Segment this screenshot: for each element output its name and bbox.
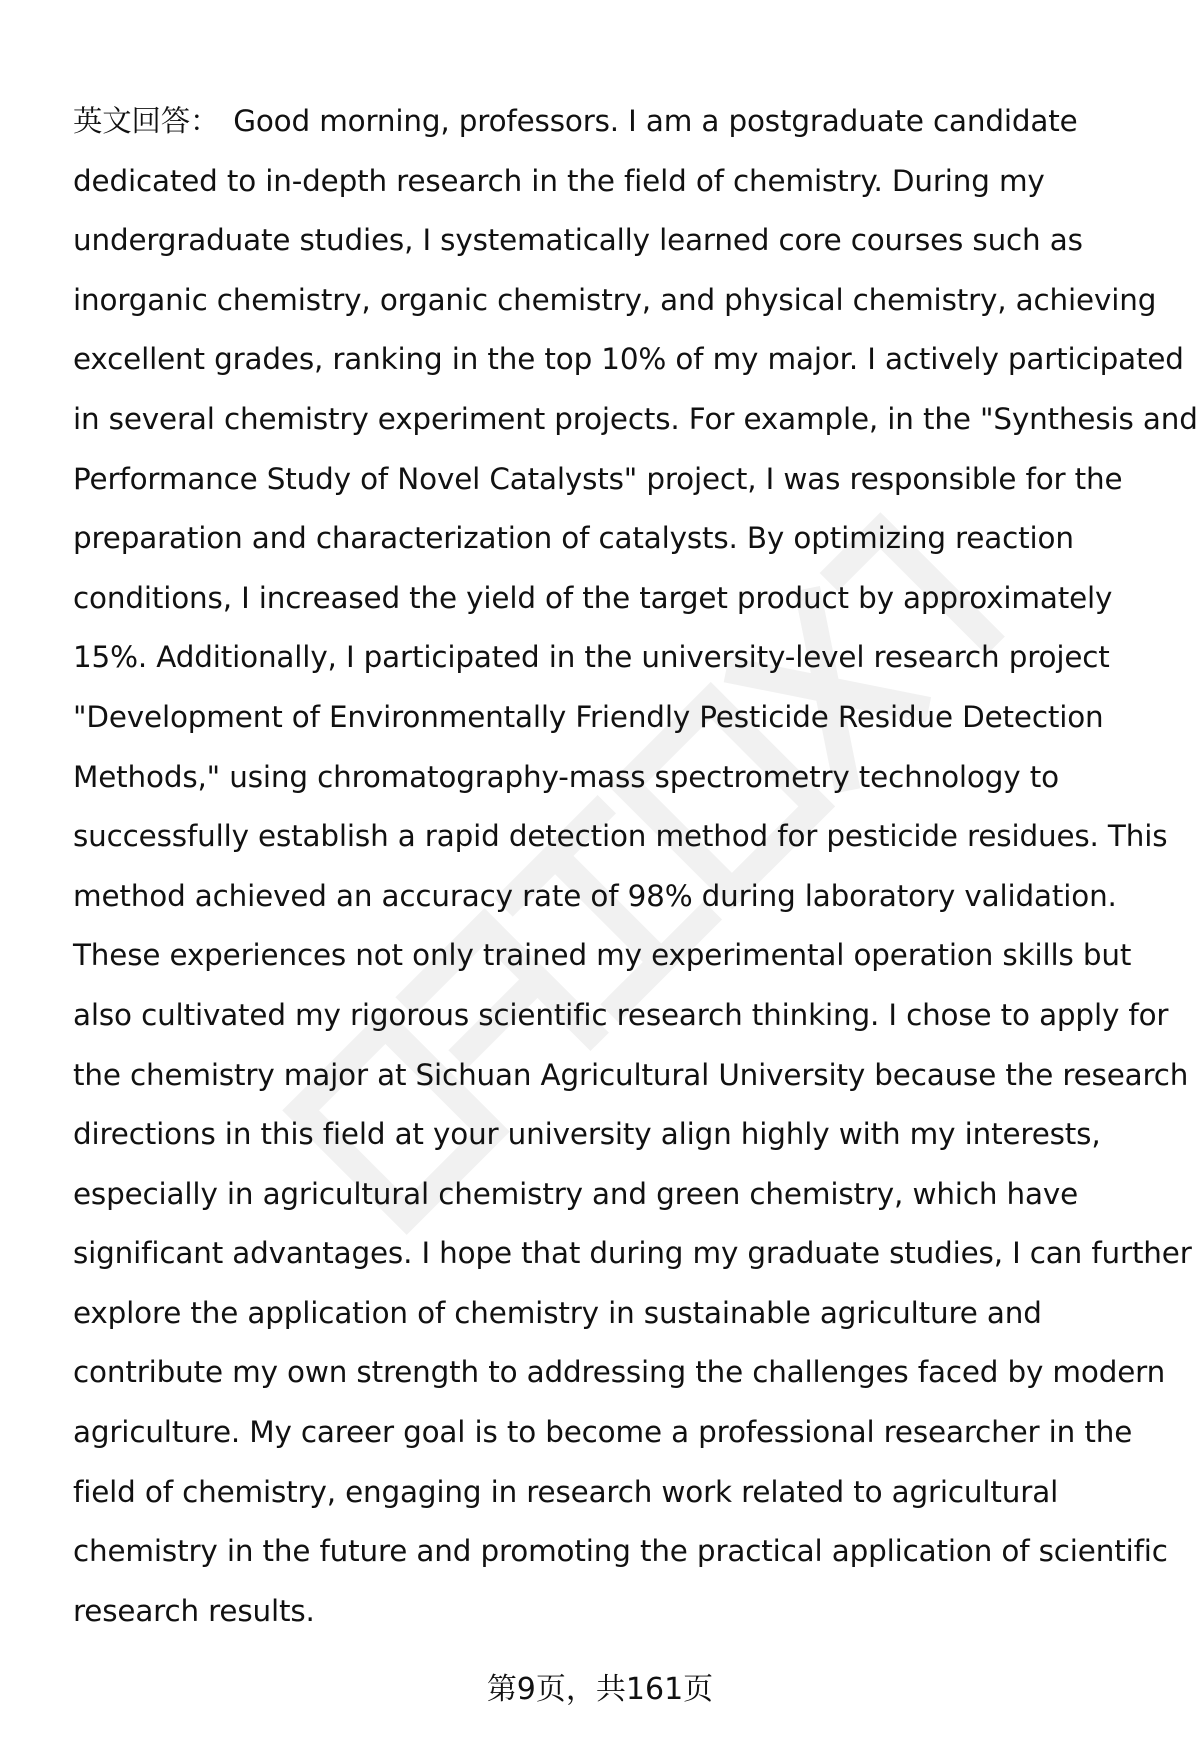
text-line: Performance Study of Novel Catalysts" project, I was responsible for the	[73, 461, 1123, 496]
text-line: undergraduate studies, I systematically learned core courses such as	[73, 223, 1083, 258]
text-line: chemistry in the future and promoting the practical application of scientific	[73, 1534, 1168, 1569]
text-line: "Development of Environmentally Friendly Pesticide Residue Detection	[73, 699, 1104, 734]
text-line: directions in this field at your university align highly with my interests,	[73, 1117, 1101, 1152]
text-line	[73, 92, 1153, 152]
text-line: successfully establish a rapid detection method for pesticide residues. This	[73, 819, 1168, 854]
text-line: 15%. Additionally, I participated in the university-level research project	[73, 640, 1110, 675]
page-number: 第9页，共161页	[486, 1672, 714, 1707]
text-line: method achieved an accuracy rate of 98% during laboratory validation.	[73, 878, 1117, 913]
text-line: conditions, I increased the yield of the target product by approximately	[73, 580, 1113, 615]
text-line: the chemistry major at Sichuan Agricultural University because the research	[73, 1057, 1189, 1092]
text-line: excellent grades, ranking in the top 10% of my major. I actively participated	[73, 342, 1184, 377]
text-line: inorganic chemistry, organic chemistry, and physical chemistry, achieving	[73, 282, 1157, 317]
document-body	[73, 92, 1198, 1641]
text-line: dedicated to in-depth research in the field of chemistry. During my	[73, 163, 1045, 198]
text-line: agriculture. My career goal is to become a professional researcher in the	[73, 1415, 1133, 1450]
text-line: especially in agricultural chemistry and green chemistry, which have	[73, 1176, 1079, 1211]
text-line: significant advantages. I hope that during my graduate studies, I can further	[73, 1236, 1192, 1271]
text-line: also cultivated my rigorous scientific research thinking. I chose to apply for	[73, 997, 1169, 1032]
answer-label: 英文回答：	[73, 104, 220, 138]
text-line: explore the application of chemistry in sustainable agriculture and	[73, 1295, 1042, 1330]
text-line: Methods," using chromatography-mass spectrometry technology to	[73, 759, 1059, 794]
text-line: in several chemistry experiment projects. For example, in the "Synthesis and	[73, 401, 1198, 436]
text-line: These experiences not only trained my experimental operation skills but	[73, 938, 1132, 973]
text-line: preparation and characterization of catalysts. By optimizing reaction	[73, 521, 1074, 556]
text-line: contribute my own strength to addressing the challenges faced by modern	[73, 1355, 1166, 1390]
text-line: research results.	[73, 1593, 315, 1628]
text-line: field of chemistry, engaging in research work related to agricultural	[73, 1474, 1059, 1509]
answer-line-text: Good morning, professors. I am a postgraduate candidate	[233, 104, 1078, 138]
